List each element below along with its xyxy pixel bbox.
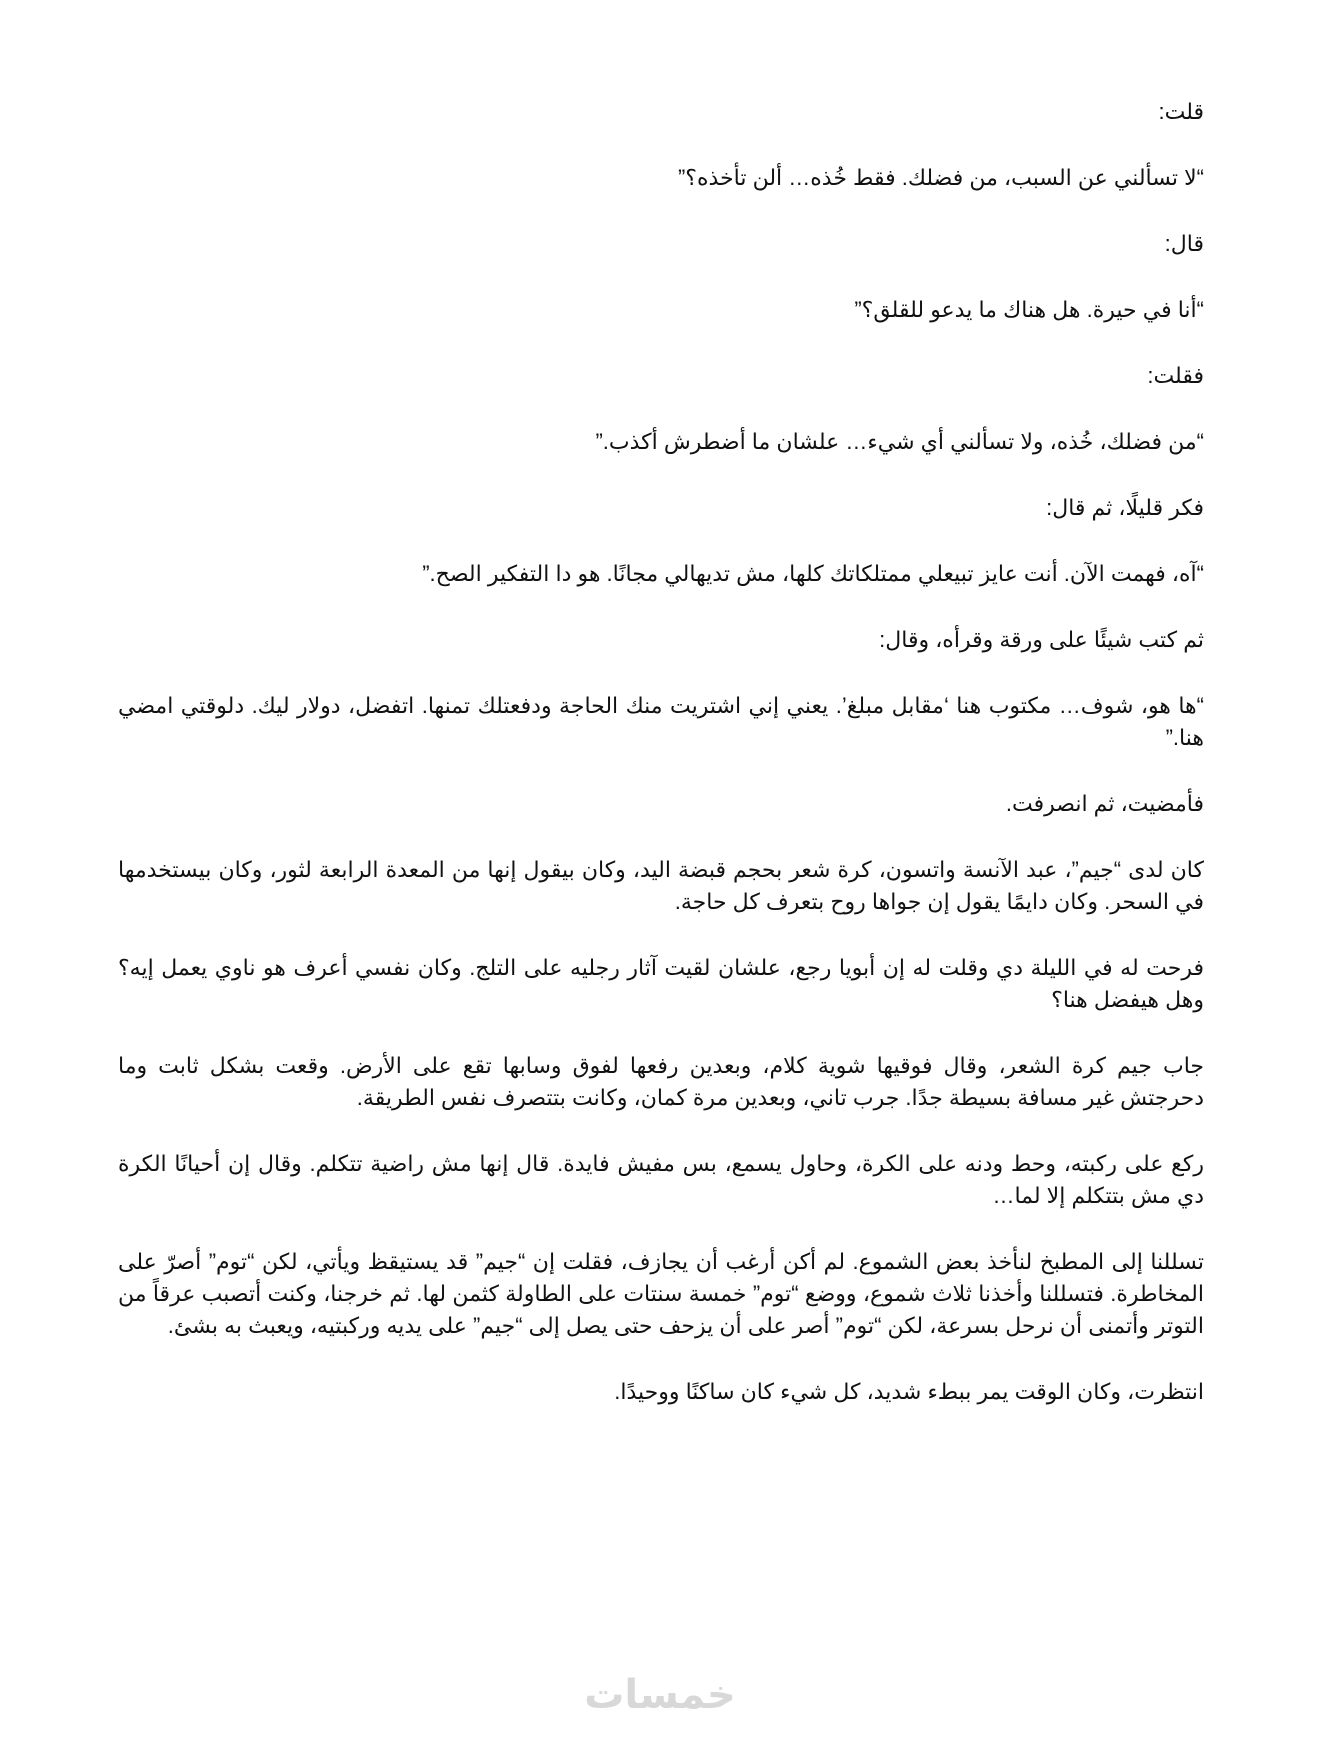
watermark-logo: خمسات: [584, 1673, 736, 1717]
paragraph-14: جاب جيم كرة الشعر، وقال فوقيها شوية كلام، وبعدين رفعها لفوق وسابها تقع على الأرض. وقعت بشكل ثابت وما دحرجتش غير مسافة بسيطة جدًا. جرب تاني، وبعدين مرة كمان، وكانت بتتصرف نفس الطريقة.: [118, 1053, 1204, 1110]
paragraph-16: تسللنا إلى المطبخ لنأخذ بعض الشموع. لم أكن أرغب أن يجازف، فقلت إن “جيم” قد يستيقظ ويأتي، لكن “توم” أصرّ على المخاطرة. فتسللنا وأخذنا ثلاث شموع، ووضع “توم” خمسة سنتات على الطاولة كثمن لها. ثم خرجنا، وكنت أتصبب عرقاً من التوتر وأتمنى أن نرحل بسرعة، لكن “توم” أصر على أن يزحف حتى يصل إلى “جيم” على يديه وركبتيه، ويعبث به بشئ.: [118, 1249, 1204, 1338]
paragraph-13: فرحت له في الليلة دي وقلت له إن أبويا رجع، علشان لقيت آثار رجليه على التلج. وكان نفسي أعرف هو ناوي يعمل إيه؟ وهل هيفضل هنا؟: [118, 955, 1204, 1012]
paragraph-10: “ها هو، شوف… مكتوب هنا ‘مقابل مبلغ’. يعني إني اشتريت منك الحاجة ودفعتلك تمنها. اتفضل، دولار ليك. دلوقتي امضي هنا.”: [118, 693, 1204, 750]
paragraph-2: “لا تسألني عن السبب، من فضلك. فقط خُذه… ألن تأخذه؟”: [677, 165, 1204, 190]
paragraph-8: “آه، فهمت الآن. أنت عايز تبيعلي ممتلكاتك كلها، مش تديهالي مجانًا. هو دا التفكير الصح.”: [422, 561, 1204, 586]
paragraph-1: قلت:: [1158, 99, 1204, 124]
paragraph-17: انتظرت، وكان الوقت يمر ببطء شديد، كل شيء كان ساكنًا ووحيدًا.: [614, 1379, 1204, 1404]
document-body: [118, 96, 1204, 1442]
paragraph-12: كان لدى “جيم”، عبد الآنسة واتسون، كرة شعر بحجم قبضة اليد، وكان بيقول إنها من المعدة الرابعة لثور، وكان بيستخدمها في السحر. وكان دايمًا يقول إن جواها روح بتعرف كل حاجة.: [118, 857, 1204, 914]
paragraph-9: ثم كتب شيئًا على ورقة وقرأه، وقال:: [879, 627, 1204, 652]
paragraph-15: ركع على ركبته، وحط ودنه على الكرة، وحاول يسمع، بس مفيش فايدة. قال إنها مش راضية تتكلم. وقال إن أحيانًا الكرة دي مش بتتكلم إلا لما…: [118, 1151, 1204, 1208]
paragraph-4: “أنا في حيرة. هل هناك ما يدعو للقلق؟”: [854, 297, 1204, 322]
paragraph-6: “من فضلك، خُذه، ولا تسألني أي شيء… علشان ما أضطرش أكذب.”: [595, 429, 1204, 454]
paragraph-7: فكر قليلًا، ثم قال:: [1046, 495, 1204, 520]
paragraph-5: فقلت:: [1147, 363, 1204, 388]
paragraph-3: قال:: [1164, 231, 1204, 256]
paragraph-11: فأمضيت، ثم انصرفت.: [1005, 791, 1204, 816]
